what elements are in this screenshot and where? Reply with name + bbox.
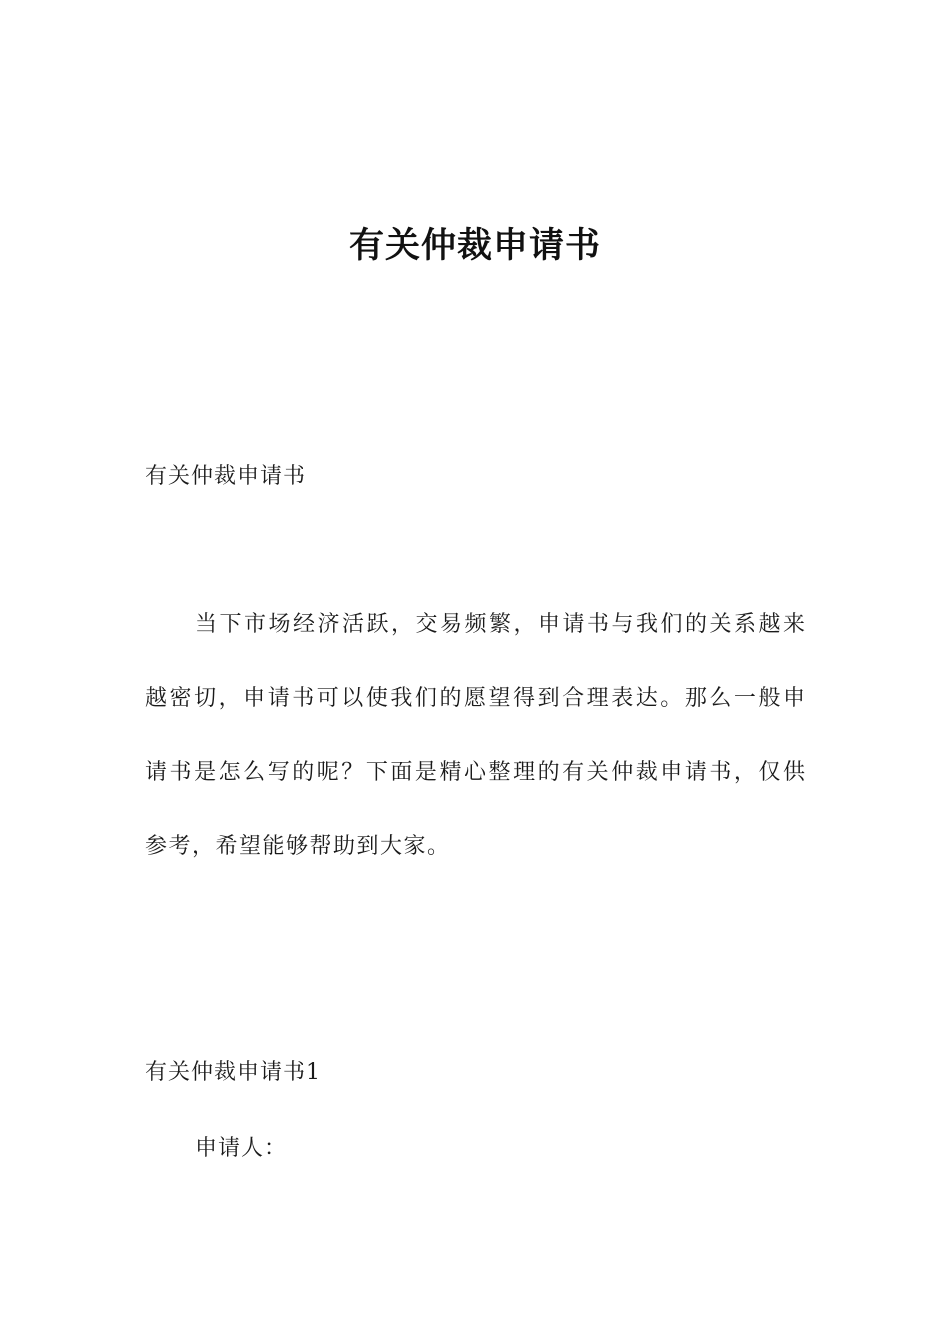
document-subtitle: 有关仲裁申请书 [145, 464, 307, 489]
intro-paragraph [145, 610, 805, 906]
intro-line: 参考，希望能够帮助到大家。 [145, 834, 451, 859]
section-heading: 有关仲裁申请书1 [145, 1060, 321, 1085]
intro-line: 越密切，申请书可以使我们的愿望得到合理表达。那么一般申 [145, 686, 805, 711]
applicant-label: 申请人： [195, 1136, 288, 1161]
intro-line: 请书是怎么写的呢？下面是精心整理的有关仲裁申请书，仅供 [145, 760, 805, 785]
intro-line: 当下市场经济活跃，交易频繁，申请书与我们的关系越来 [195, 612, 805, 637]
document-title: 有关仲裁申请书 [348, 226, 601, 266]
